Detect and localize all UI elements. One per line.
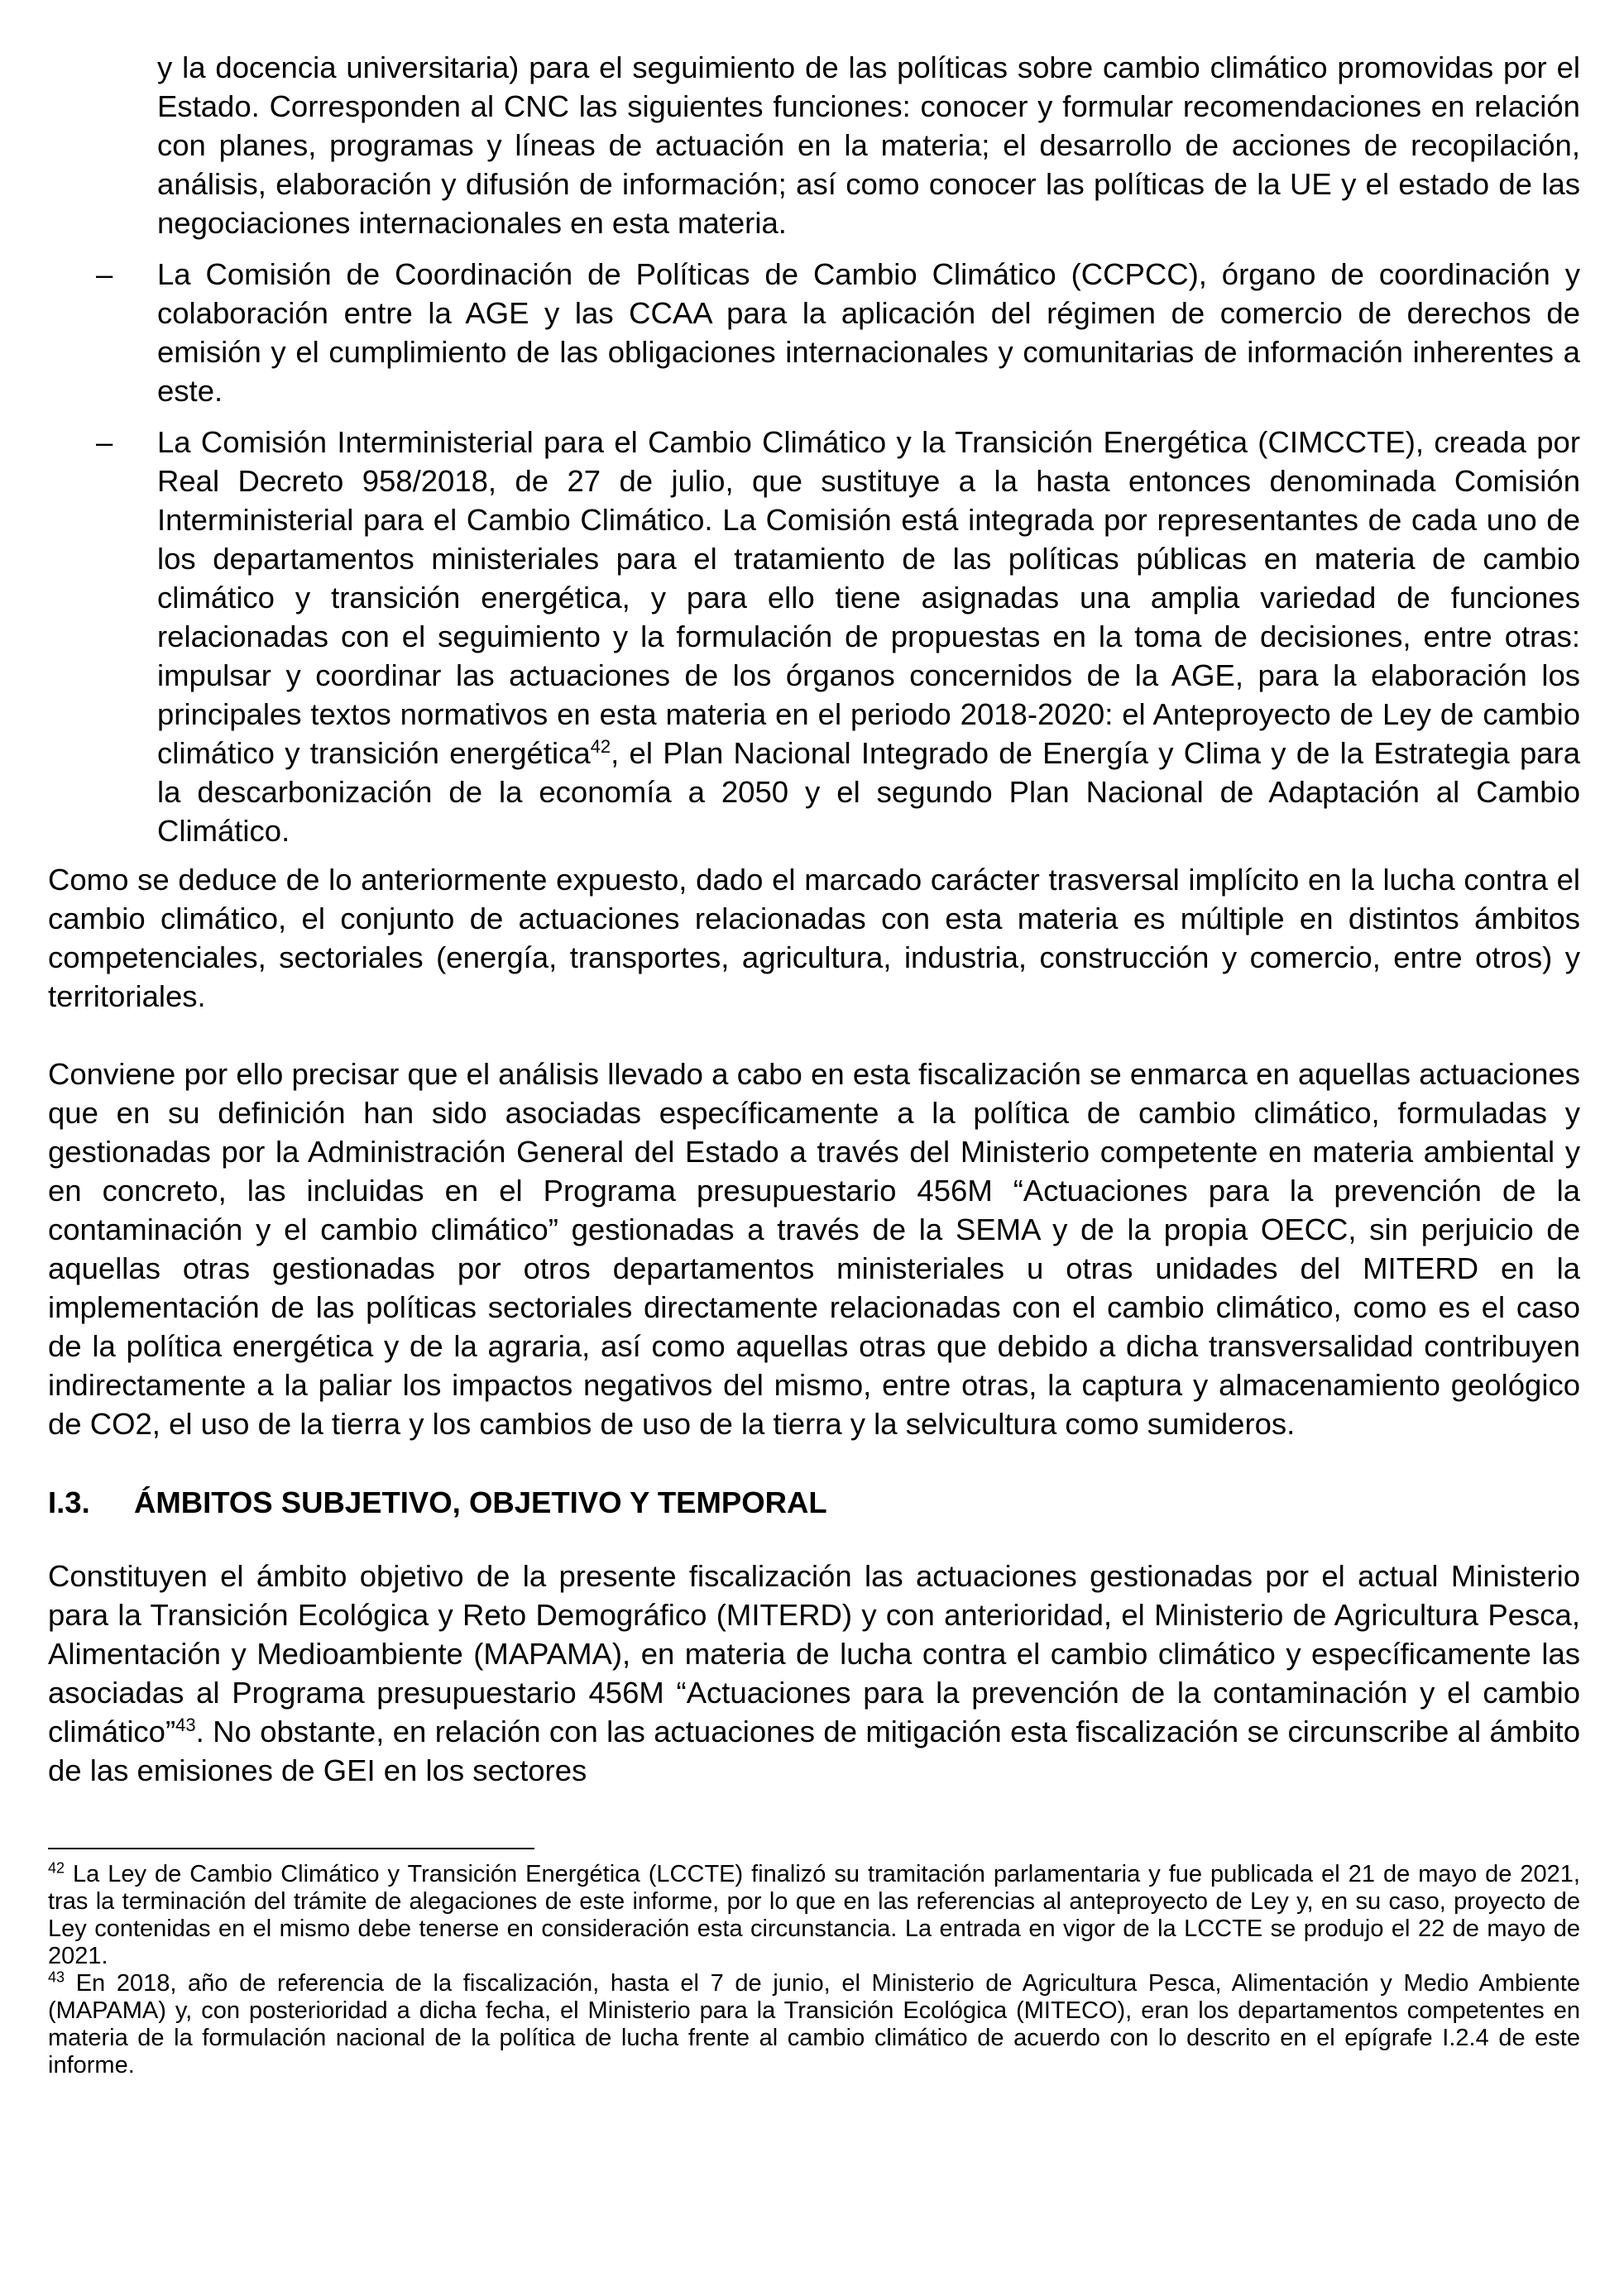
footnote-text: La Ley de Cambio Climático y Transición Energética (LCCTE) finalizó su tramitación parlamentaria y fue publicada el 21 de mayo de 2021, tras la terminación del trámite de alegaciones de este informe, por lo que en las referencias al anteproyecto de Ley y, en su caso, proyecto de Ley contenidas en el mismo debe tenerse en consideración esta circunstancia. La entrada en vigor de la LCCTE se produjo el 22 de mayo de 2021. [48,1861,1580,1969]
footnote-43 [48,1970,1580,2079]
text-run: . No obstante, en relación con las actuaciones de mitigación esta fiscalización se circunscribe al ámbito de las emisiones de GEI en los sectores [48,1715,1580,1787]
list-item-cimccte [48,423,1580,850]
footnote-separator [48,1848,534,1849]
list-continuation-paragraph: y la docencia universitaria) para el seguimiento de las políticas sobre cambio climático promovidas por el Estado. Corresponden al CNC las siguientes funciones: conocer y formular recomendaciones en relación con planes, programas y líneas de actuación en la materia; el desarrollo de acciones de recopilación, análisis, elaboración y difusión de información; así como conocer las políticas de la UE y el estado de las negociaciones internacionales en esta materia. [157,50,1580,240]
list-item-text: La Comisión de Coordinación de Políticas de Cambio Climático (CCPCC), órgano de coordinación y colaboración entre la AGE y las CCAA para la aplicación del régimen de comercio de derechos de emisión y el cumplimiento de las obligaciones internacionales y comunitarias de información inherentes a este. [157,257,1580,408]
footnote-text: En 2018, año de referencia de la fiscalización, hasta el 7 de junio, el Ministerio de Agricultura Pesca, Alimentación y Medio Ambiente (MAPAMA) y, con posterioridad a dicha fecha, el Ministerio para la Transición Ecológica (MITECO), eran los departamentos competentes en materia de la formulación nacional de la política de lucha frente al cambio climático de acuerdo con lo descrito en el epígrafe I.2.4 de este informe. [48,1970,1580,2078]
footnote-ref-42[interactable]: 42 [590,735,611,757]
footnote-number: 43 [48,1968,65,1986]
list-item-ccpcc [48,255,1580,410]
footnote-number: 42 [48,1859,65,1877]
section-heading [48,1483,1580,1522]
section-title: ÁMBITOS SUBJETIVO, OBJETIVO Y TEMPORAL [134,1485,827,1519]
text-run: Constituyen el ámbito objetivo de la presente fiscalización las actuaciones gestionadas por el actual Ministerio para la Transición Ecológica y Reto Demográfico (MITERD) y con anterioridad, el Ministerio de Agricultura Pesca, Alimentación y Medioambiente (MAPAMA), en materia de lucha contra el cambio climático y específicamente las asociadas al Programa presupuestario 456M “Actuaciones para la prevención de la contaminación y el cambio climático” [48,1559,1580,1748]
paragraph-deduce: Como se deduce de lo anteriormente expuesto, dado el marcado carácter trasversal implícito en la lucha contra el cambio climático, el conjunto de actuaciones relacionadas con esta materia es múltiple en distintos ámbitos competenciales, sectoriales (energía, transportes, agricultura, industria, construcción y comercio, entre otros) y territoriales. [48,863,1580,1013]
footnotes [48,1848,1580,2079]
list-item-text [157,423,1580,850]
bullet-dash: – [96,425,113,459]
footnote-ref-43[interactable]: 43 [175,1714,196,1735]
bullet-dash: – [96,257,113,291]
paragraph-conviene: Conviene por ello precisar que el análisis llevado a cabo en esta fiscalización se enmarca en aquellas actuaciones que en su definición han sido asociadas específicamente a la política de cambio climático, formuladas y gestionadas por la Administración General del Estado a través del Ministerio competente en materia ambiental y en concreto, las incluidas en el Programa presupuestario 456M “Actuaciones para la prevención de la contaminación y el cambio climático” gestionadas a través de la SEMA y de la propia OECC, sin perjuicio de aquellas otras gestionadas por otros departamentos ministeriales u otras unidades del MITERD en la implementación de las políticas sectoriales directamente relacionadas con el cambio climático, como es el caso de la política energética y de la agraria, así como aquellas otras que debido a dicha transversalidad contribuyen indirectamente a la paliar los impactos negativos del mismo, entre otras, la captura y almacenamiento geológico de CO2, el uso de la tierra y los cambios de uso de la tierra y la selvicultura como sumideros. [48,1057,1580,1441]
text-run: , el Plan Nacional Integrado de Energía y Clima y de la Estrategia para la descarbonización de la economía a 2050 y el segundo Plan Nacional de Adaptación al Cambio Climático. [157,736,1580,848]
section-number: I.3. [48,1485,90,1519]
footnote-42 [48,1861,1580,1970]
paragraph-constituyen [48,1557,1580,1790]
document-page [48,48,1580,2079]
text-run: La Comisión Interministerial para el Cambio Climático y la Transición Energética (CIMCCTE), creada por Real Decreto 958/2018, de 27 de julio, que sustituye a la hasta entonces denominada Comisión Interministerial para el Cambio Climático. La Comisión está integrada por representantes de cada uno de los departamentos ministeriales para el tratamiento de las políticas públicas en materia de cambio climático y transición energética, y para ello tiene asignadas una amplia variedad de funciones relacionadas con el seguimiento y la formulación de propuestas en la toma de decisiones, entre otras: impulsar y coordinar las actuaciones de los órganos concernidos de la AGE, para la elaboración los principales textos normativos en esta materia en el periodo 2018-2020: el Anteproyecto de Ley de cambio climático y transición energética [157,425,1580,770]
